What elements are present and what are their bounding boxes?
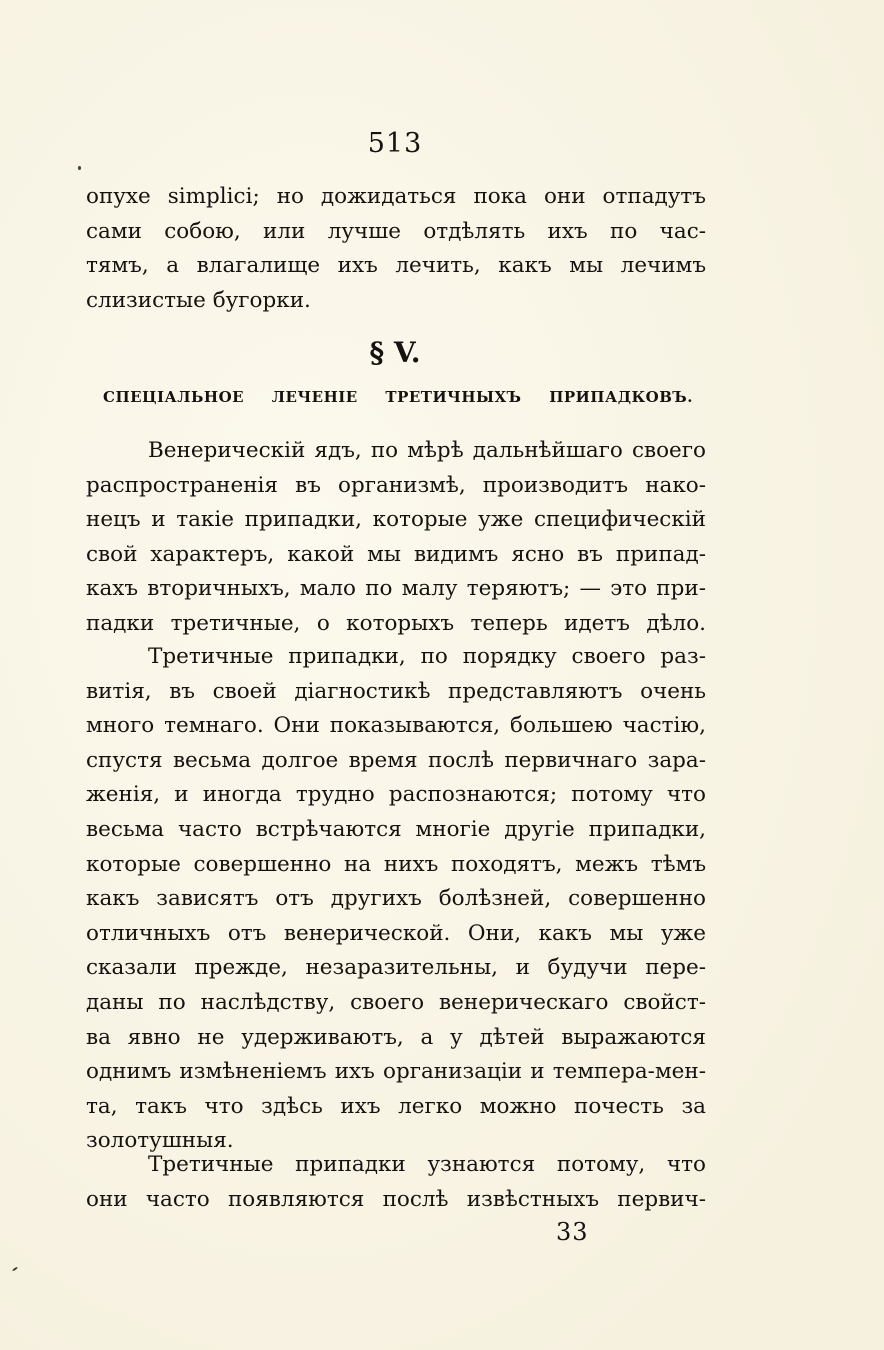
text-line: опухе simplici; но дожидаться пока они отпадутъ	[86, 184, 706, 209]
signature-mark: 33	[556, 1218, 589, 1246]
text-line: падки третичные, о которыхъ теперь идетъ дѣло.	[86, 610, 706, 636]
text-line: спустя весьма долгое время послѣ первичнаго зара-	[86, 747, 706, 773]
section-mark: § V.	[369, 336, 421, 369]
text-line: та, такъ что здѣсь ихъ легко можно почесть за	[86, 1093, 706, 1119]
text-line: сказали прежде, незаразительны, и будучи пере-	[86, 955, 706, 981]
paragraph-3	[86, 1148, 706, 1217]
text-line: Третичные припадки, по порядку своего раз-	[148, 644, 706, 669]
text-line: много темнаго. Они показываются, большею частію,	[86, 713, 706, 739]
intro-paragraph	[86, 180, 706, 318]
ink-speck	[78, 166, 81, 170]
text-line: золотушныя.	[86, 1128, 234, 1154]
text-line: даны по наслѣдству, своего венерическаго свойст-	[86, 989, 706, 1015]
text-line: ва явно не удерживаютъ, а у дѣтей выражаются	[86, 1024, 706, 1050]
text-line: Венерическій ядъ, по мѣрѣ дальнѣйшаго своего	[148, 438, 706, 463]
text-line: отличныхъ отъ венерической. Они, какъ мы уже	[86, 920, 706, 946]
paragraph-2	[86, 640, 706, 1159]
text-line: кахъ вторичныхъ, мало по малу теряютъ; — это при-	[86, 576, 706, 602]
text-line: однимъ измѣненіемъ ихъ организаціи и темпера-мен-	[86, 1059, 706, 1085]
text-line: весьма часто встрѣчаются многіе другіе припадки,	[86, 816, 706, 842]
text-line: какъ зависятъ отъ другихъ болѣзней, совершенно	[86, 886, 706, 912]
ink-speck	[12, 1266, 18, 1271]
text-line: распространенія въ организмѣ, производитъ нако-	[86, 472, 706, 498]
text-line: нецъ и такіе припадки, которые уже специфическій	[86, 507, 706, 533]
text-line: они часто появляются послѣ извѣстныхъ первич-	[86, 1186, 706, 1212]
text-line: слизистые бугорки.	[86, 287, 311, 313]
page-number: 513	[367, 128, 423, 159]
text-line: витія, въ своей діагностикѣ представляютъ очень	[86, 678, 706, 704]
text-line: свой характеръ, какой мы видимъ ясно въ припад-	[86, 541, 706, 567]
text-line: женія, и иногда трудно распознаются; потому что	[86, 782, 706, 808]
paragraph-1	[86, 434, 706, 642]
text-line: тямъ, а влагалище ихъ лечить, какъ мы лечимъ	[86, 253, 706, 279]
text-line: Третичные припадки узнаются потому, что	[148, 1152, 706, 1177]
section-heading: СПЕЦІАЛЬНОЕ ЛЕЧЕНІЕ ТРЕТИЧНЫХЪ ПРИПАДКОВЪ.	[103, 388, 693, 406]
text-line: которые совершенно на нихъ походятъ, межъ тѣмъ	[86, 851, 706, 877]
text-line: сами собою, или лучше отдѣлять ихъ по час-	[86, 218, 706, 244]
